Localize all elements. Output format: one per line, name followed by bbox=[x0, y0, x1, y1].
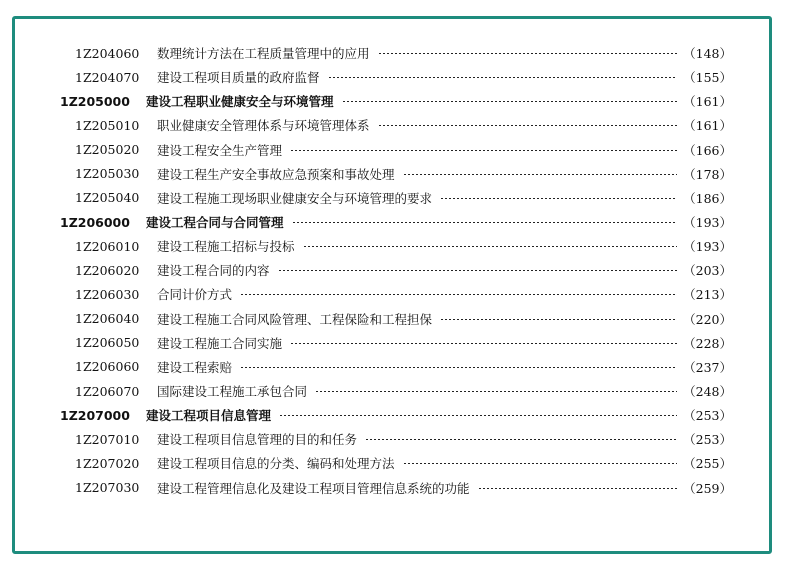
toc-entry-page: （178） bbox=[683, 166, 732, 182]
toc-entry-code: 1Z204060 bbox=[75, 45, 140, 61]
dot-leader bbox=[278, 270, 678, 271]
toc-entry bbox=[60, 138, 732, 162]
dot-leader bbox=[440, 198, 677, 199]
toc-entry-page: （161） bbox=[683, 118, 732, 134]
toc-entry-page: （228） bbox=[683, 335, 732, 351]
toc-entry-code: 1Z206060 bbox=[75, 359, 140, 375]
toc-entry bbox=[60, 113, 732, 137]
toc-entry-code: 1Z205010 bbox=[75, 117, 140, 133]
dot-leader bbox=[403, 174, 678, 175]
toc-entry bbox=[60, 355, 732, 379]
toc-chapter-code: 1Z206000 bbox=[60, 214, 130, 230]
table-of-contents bbox=[60, 41, 732, 500]
toc-entry-code: 1Z206020 bbox=[75, 262, 140, 278]
dot-leader bbox=[378, 125, 678, 126]
toc-entry-title: 建设工程安全生产管理 bbox=[157, 142, 283, 158]
toc-entry-code: 1Z206070 bbox=[75, 383, 140, 399]
toc-entry-page: （259） bbox=[683, 480, 732, 496]
dot-leader bbox=[328, 77, 678, 78]
dot-leader bbox=[303, 246, 678, 247]
toc-entry-page: （193） bbox=[683, 239, 732, 255]
toc-entry bbox=[60, 186, 732, 210]
dot-leader bbox=[403, 463, 678, 464]
toc-entry-title: 合同计价方式 bbox=[157, 287, 233, 303]
toc-entry bbox=[60, 234, 732, 258]
dot-leader bbox=[240, 367, 677, 368]
toc-entry-page: （186） bbox=[683, 190, 732, 206]
toc-chapter-title: 建设工程职业健康安全与环境管理 bbox=[146, 94, 334, 110]
toc-entry bbox=[60, 307, 732, 331]
toc-chapter-title: 建设工程项目信息管理 bbox=[146, 408, 272, 424]
toc-entry-code: 1Z207020 bbox=[75, 455, 140, 471]
toc-entry-title: 建设工程管理信息化及建设工程项目管理信息系统的功能 bbox=[157, 480, 470, 496]
toc-chapter-page: （161） bbox=[683, 94, 732, 110]
toc-chapter bbox=[60, 89, 732, 113]
toc-entry-title: 建设工程项目信息的分类、编码和处理方法 bbox=[157, 456, 395, 472]
toc-entry bbox=[60, 476, 732, 500]
toc-entry-page: （248） bbox=[683, 384, 732, 400]
toc-entry-title: 建设工程合同的内容 bbox=[157, 263, 270, 279]
dot-leader bbox=[365, 439, 677, 440]
toc-entry bbox=[60, 65, 732, 89]
toc-entry-page: （237） bbox=[683, 359, 732, 375]
toc-entry-title: 数理统计方法在工程质量管理中的应用 bbox=[157, 46, 370, 62]
toc-entry-code: 1Z206010 bbox=[75, 238, 140, 254]
toc-entry bbox=[60, 427, 732, 451]
toc-entry-page: （253） bbox=[683, 432, 732, 448]
toc-entry-title: 建设工程施工合同实施 bbox=[157, 335, 283, 351]
toc-chapter-code: 1Z205000 bbox=[60, 93, 130, 109]
toc-entry-code: 1Z205020 bbox=[75, 142, 140, 158]
toc-entry-title: 建设工程施工招标与投标 bbox=[157, 239, 295, 255]
dot-leader bbox=[440, 319, 677, 320]
toc-entry-code: 1Z206030 bbox=[75, 286, 140, 302]
toc-entry-title: 建设工程索赔 bbox=[157, 359, 233, 375]
toc-entry-page: （213） bbox=[683, 287, 732, 303]
toc-entry-code: 1Z205030 bbox=[75, 166, 140, 182]
toc-entry-title: 国际建设工程施工承包合同 bbox=[157, 384, 308, 400]
toc-entry-page: （155） bbox=[683, 70, 732, 86]
dot-leader bbox=[290, 150, 677, 151]
dot-leader bbox=[292, 222, 678, 223]
dot-leader bbox=[240, 294, 677, 295]
toc-entry-code: 1Z206040 bbox=[75, 311, 140, 327]
toc-chapter-page: （253） bbox=[683, 408, 732, 424]
toc-entry-title: 建设工程项目质量的政府监督 bbox=[157, 70, 320, 86]
toc-entry-title: 建设工程生产安全事故应急预案和事故处理 bbox=[157, 166, 395, 182]
toc-entry bbox=[60, 451, 732, 475]
toc-entry-code: 1Z204070 bbox=[75, 69, 140, 85]
dot-leader bbox=[342, 101, 678, 102]
toc-entry-code: 1Z206050 bbox=[75, 335, 140, 351]
toc-entry bbox=[60, 258, 732, 282]
toc-entry bbox=[60, 379, 732, 403]
toc-entry-page: （148） bbox=[683, 46, 732, 62]
toc-entry bbox=[60, 41, 732, 65]
toc-entry-title: 建设工程项目信息管理的目的和任务 bbox=[157, 432, 358, 448]
toc-entry-page: （220） bbox=[683, 311, 732, 327]
toc-entry-title: 职业健康安全管理体系与环境管理体系 bbox=[157, 118, 370, 134]
toc-chapter-code: 1Z207000 bbox=[60, 407, 130, 423]
toc-entry-title: 建设工程施工合同风险管理、工程保险和工程担保 bbox=[157, 311, 433, 327]
toc-chapter-title: 建设工程合同与合同管理 bbox=[146, 215, 284, 231]
dot-leader bbox=[478, 488, 678, 489]
toc-entry-page: （166） bbox=[683, 142, 732, 158]
toc-entry-page: （203） bbox=[683, 263, 732, 279]
toc-chapter bbox=[60, 403, 732, 427]
toc-entry-code: 1Z207030 bbox=[75, 480, 140, 496]
toc-entry bbox=[60, 162, 732, 186]
toc-entry bbox=[60, 282, 732, 306]
dot-leader bbox=[279, 415, 677, 416]
dot-leader bbox=[290, 343, 677, 344]
toc-entry bbox=[60, 331, 732, 355]
toc-entry-page: （255） bbox=[683, 456, 732, 472]
toc-chapter-page: （193） bbox=[683, 215, 732, 231]
dot-leader bbox=[378, 53, 678, 54]
toc-chapter bbox=[60, 210, 732, 234]
toc-entry-title: 建设工程施工现场职业健康安全与环境管理的要求 bbox=[157, 190, 433, 206]
toc-entry-code: 1Z205040 bbox=[75, 190, 140, 206]
toc-entry-code: 1Z207010 bbox=[75, 431, 140, 447]
dot-leader bbox=[315, 391, 677, 392]
